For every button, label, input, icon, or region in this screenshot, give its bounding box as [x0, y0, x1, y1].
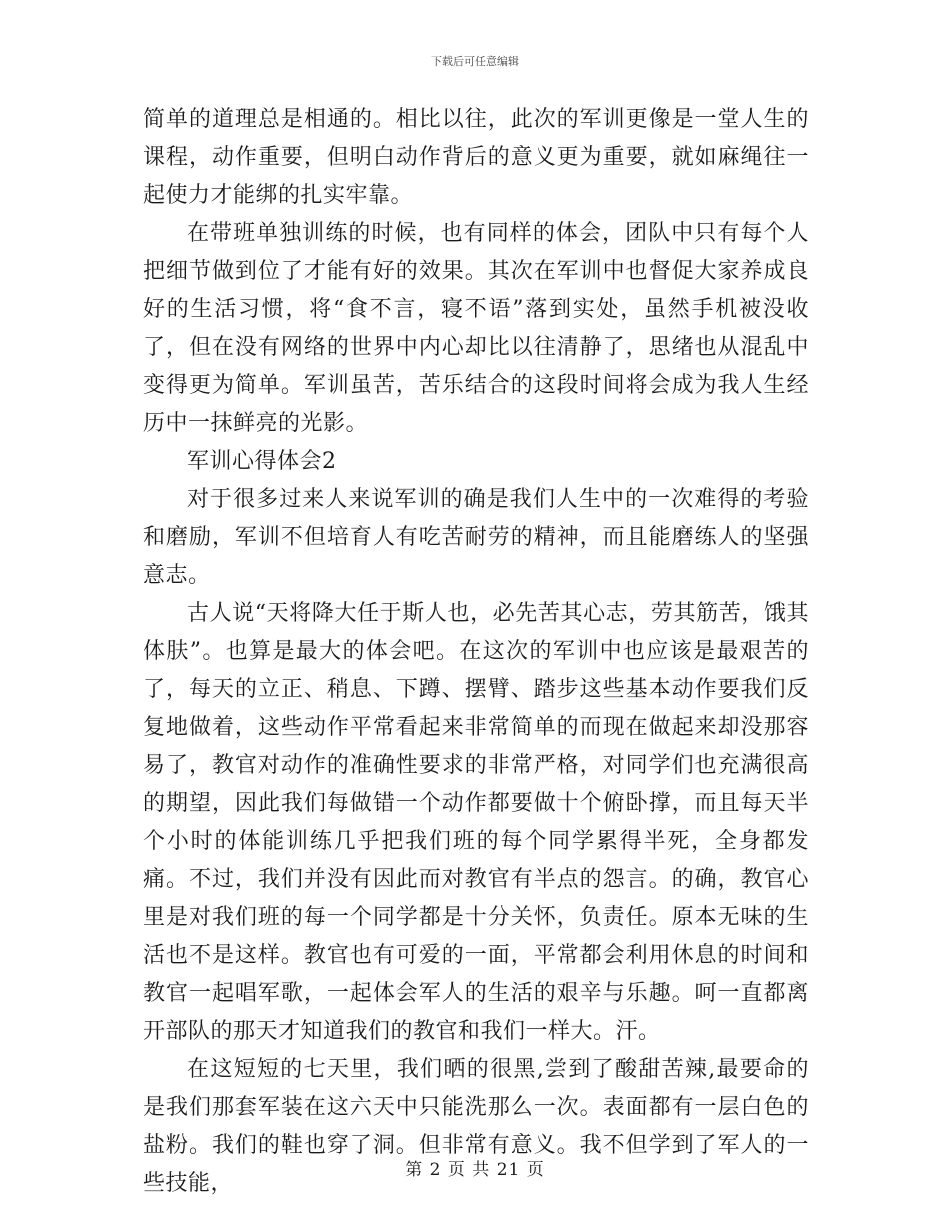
page-number-footer: 第 2 页 共 21 页 [405, 1160, 545, 1180]
paragraph-1: 简单的道理总是相通的。相比以往，此次的军训更像是一堂人生的课程，动作重要，但明白动作背后的意义更为重要，就如麻绳往一起使力才能绑的扎实牢靠。 [143, 107, 809, 208]
header-note: 下载后可任意编辑 [431, 55, 519, 68]
section-heading: 军训心得体会2 [187, 449, 337, 474]
document-body [143, 101, 809, 1203]
paragraph-4: 古人说“天将降大任于斯人也，必先苦其心志，劳其筋苦，饿其体肤”。也算是最大的体会吧。在这次的军训中也应该是最艰苦的了，每天的立正、稍息、下蹲、摆臂、踏步这些基本动作要我们反复地做着，这些动作平常看起来非常简单的而现在做起来却没那容易了，教官对动作的准确性要求的非常严格，对同学们也充满很高的期望，因此我们每做错一个动作都要做十个俯卧撑，而且每天半个小时的体能训练几乎把我们班的每个同学累得半死，全身都发痛。不过，我们并没有因此而对教官有半点的怨言。的确，教官心里是对我们班的每一个同学都是十分关怀，负责任。原本无味的生活也不是这样。教官也有可爱的一面，平常都会利用休息的时间和教官一起唱军歌，一起体会军人的生活的艰辛与乐趣。呵一直都离开部队的那天才知道我们的教官和我们一样大。汗。 [143, 601, 809, 1044]
paragraph-2: 在带班单独训练的时候，也有同样的体会，团队中只有每个人把细节做到位了才能有好的效果。其次在军训中也督促大家养成良好的生活习惯，将“食不言，寝不语”落到实处，虽然手机被没收了，但在没有网络的世界中内心却比以往清静了，思绪也从混乱中变得更为简单。军训虽苦，苦乐结合的这段时间将会成为我人生经历中一抹鲜亮的光影。 [143, 221, 809, 436]
paragraph-5: 在这短短的七天里，我们晒的很黑,尝到了酸甜苦辣,最要命的是我们那套军装在这六天中只能洗那么一次。表面都有一层白色的盐粉。我们的鞋也穿了洞。但非常有意义。我不但学到了军人的一些技能， [143, 1057, 809, 1196]
paragraph-3: 对于很多过来人来说军训的确是我们人生中的一次难得的考验和磨励，军训不但培育人有吃苦耐劳的精神，而且能磨练人的坚强意志。 [143, 487, 809, 588]
